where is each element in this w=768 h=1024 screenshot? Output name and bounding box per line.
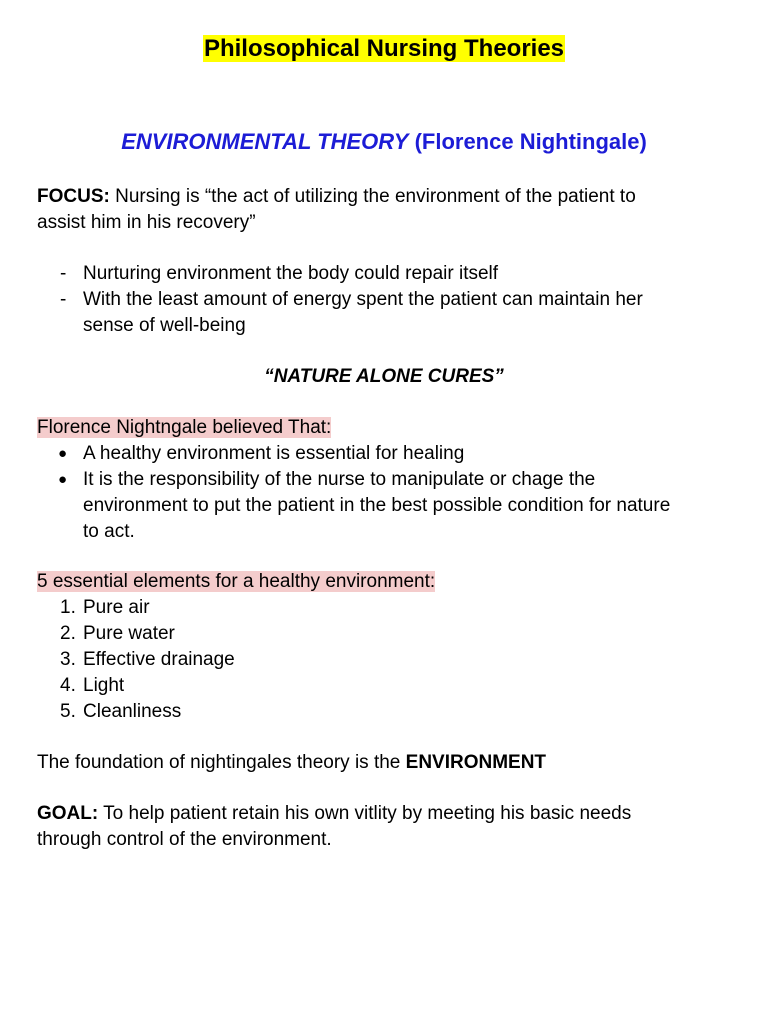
belief-item-2-line-3: to act.	[83, 521, 135, 542]
element-number: 5.	[60, 701, 76, 722]
dash-item-2-line-2: sense of well-being	[83, 315, 246, 336]
dash-item-1: Nurturing environment the body could repair itself	[83, 263, 499, 284]
foundation-sentence	[37, 750, 546, 776]
bullet-icon: ●	[58, 445, 68, 462]
elements-heading-highlight: 5 essential elements for a healthy environment:	[37, 571, 436, 592]
element-item: Cleanliness	[83, 701, 182, 722]
goal-text-1: To help patient retain his own vitlity by meeting his basic needs	[98, 803, 632, 824]
foundation-text: The foundation of nightingales theory is the	[37, 752, 406, 773]
focus-text-1: Nursing is “the act of utilizing the environment of the patient to	[109, 186, 636, 207]
goal-line-2: through control of the environment.	[37, 829, 332, 850]
element-item: Effective drainage	[83, 649, 235, 670]
beliefs-heading	[37, 415, 331, 441]
goal-label: GOAL:	[37, 803, 99, 824]
element-number: 1.	[60, 597, 76, 618]
focus-line-2: assist him in his recovery”	[37, 212, 256, 233]
element-item: Pure air	[83, 597, 150, 618]
theory-close-paren: )	[639, 129, 647, 154]
focus-line-1	[37, 184, 636, 210]
element-item: Light	[83, 675, 125, 696]
element-number: 2.	[60, 623, 76, 644]
element-item: Pure water	[83, 623, 175, 644]
theory-author: Florence Nightingale	[421, 129, 640, 154]
dash-marker: -	[60, 263, 67, 284]
belief-item-2-line-1: It is the responsibility of the nurse to manipulate or chage the	[83, 469, 596, 490]
elements-heading	[37, 569, 435, 595]
bullet-icon: ●	[58, 471, 68, 488]
page-title	[0, 34, 768, 64]
element-number: 3.	[60, 649, 76, 670]
beliefs-heading-highlight: Florence Nightngale believed That:	[37, 417, 332, 438]
belief-item-1: A healthy environment is essential for healing	[83, 443, 465, 464]
belief-item-2-line-2: environment to put the patient in the best possible condition for nature	[83, 495, 671, 516]
goal-line-1	[37, 801, 631, 827]
nature-quote: “NATURE ALONE CURES”	[264, 366, 504, 387]
element-number: 4.	[60, 675, 76, 696]
title-highlight: Philosophical Nursing Theories	[203, 35, 565, 62]
dash-marker: -	[60, 289, 67, 310]
focus-label: FOCUS:	[37, 186, 110, 207]
theory-open-paren: (	[414, 129, 422, 154]
foundation-bold: ENVIRONMENT	[405, 752, 547, 773]
theory-heading	[0, 127, 768, 157]
dash-item-2-line-1: With the least amount of energy spent the patient can maintain her	[83, 289, 643, 310]
theory-name: ENVIRONMENTAL THEORY	[121, 129, 409, 154]
